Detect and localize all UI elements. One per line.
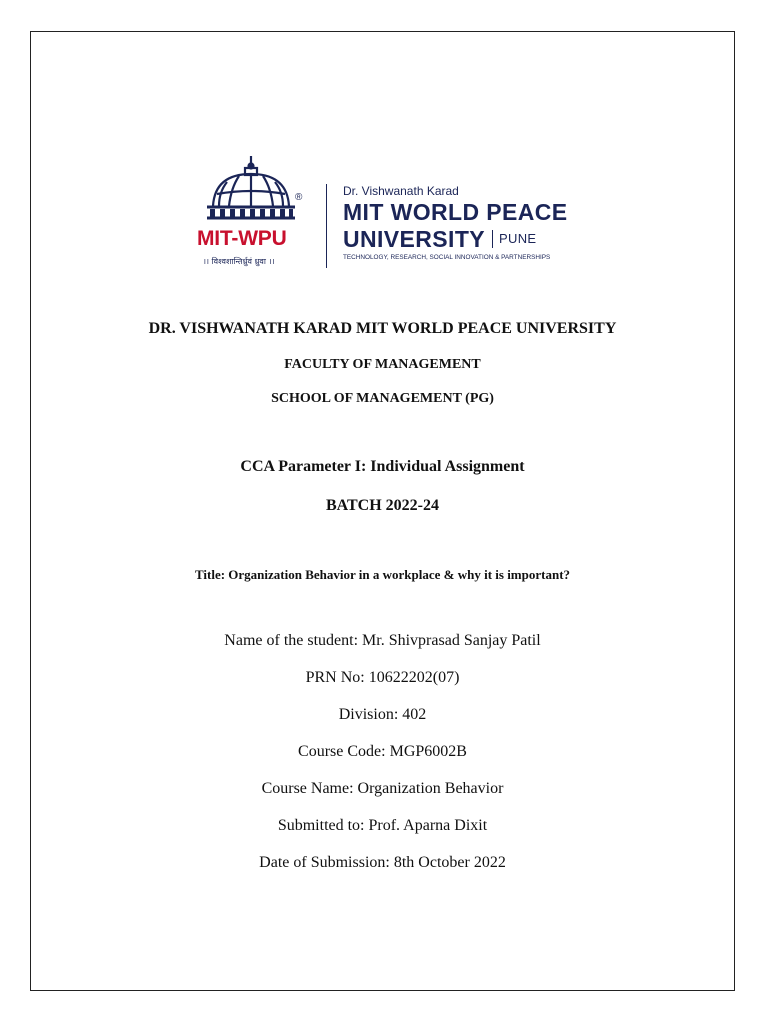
logo-motto: ।। विश्वशान्तिर्ध्रुवं ध्रुवा ।।	[203, 257, 275, 266]
logo-name-line1: MIT WORLD PEACE	[343, 199, 568, 225]
batch-label: BATCH 2022-24	[325, 497, 440, 514]
logo-emblem	[193, 152, 319, 272]
course-name: Course Name: Organization Behavior	[261, 780, 504, 797]
submitted-to: Submitted to: Prof. Aparna Dixit	[277, 817, 488, 834]
division: Division: 402	[338, 706, 427, 723]
logo-name-line2-row	[343, 226, 568, 252]
university-name: DR. VISHWANATH KARAD MIT WORLD PEACE UNIVERSITY	[148, 320, 617, 337]
registered-mark: ®	[295, 192, 303, 203]
faculty-name: FACULTY OF MANAGEMENT	[284, 357, 481, 372]
assignment-title: Title: Organization Behavior in a workplace & why it is important?	[194, 567, 571, 582]
assignment-parameter: CCA Parameter I: Individual Assignment	[240, 458, 525, 475]
logo-founder-line: Dr. Vishwanath Karad	[343, 184, 459, 198]
school-name: SCHOOL OF MANAGEMENT (PG)	[271, 391, 494, 406]
student-name: Name of the student: Mr. Shivprasad Sanjay Patil	[224, 632, 541, 649]
dome-icon	[201, 154, 301, 224]
course-code: Course Code: MGP6002B	[298, 743, 467, 760]
logo-city-separator	[492, 230, 493, 248]
prn-number: PRN No: 10622202(07)	[305, 669, 460, 686]
logo-city: PUNE	[499, 231, 537, 246]
university-logo	[193, 152, 583, 272]
logo-divider	[326, 184, 327, 268]
logo-tagline: TECHNOLOGY, RESEARCH, SOCIAL INNOVATION & PARTNERSHIPS	[343, 254, 551, 261]
logo-text-block	[343, 184, 568, 261]
submission-date: Date of Submission: 8th October 2022	[259, 854, 506, 871]
logo-name-line2: UNIVERSITY	[343, 226, 486, 252]
logo-wordmark: MIT-WPU	[197, 227, 287, 250]
